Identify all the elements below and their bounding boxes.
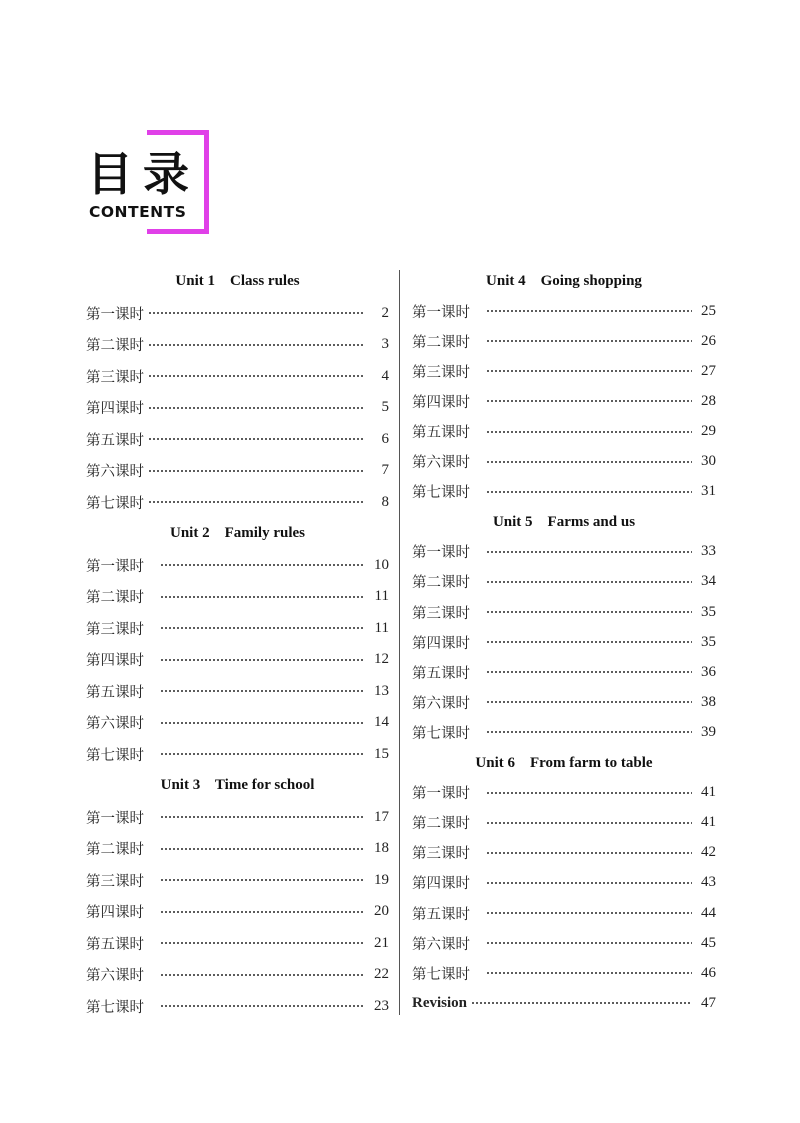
page-number: 42 bbox=[701, 844, 716, 861]
lesson-label: 第六课时 bbox=[412, 936, 470, 953]
page-number: 43 bbox=[701, 874, 716, 891]
column-divider bbox=[399, 270, 400, 1015]
dot-leader bbox=[486, 731, 692, 733]
toc-entry[interactable] bbox=[86, 991, 389, 1023]
toc-entry[interactable] bbox=[86, 928, 389, 960]
toc-entry[interactable] bbox=[86, 865, 389, 897]
dot-leader bbox=[160, 627, 365, 629]
toc-entry[interactable] bbox=[86, 802, 389, 834]
lesson-label: 第二课时 bbox=[86, 590, 144, 607]
page-number: 17 bbox=[374, 808, 389, 825]
page-number: 35 bbox=[701, 633, 716, 650]
lesson-label: 第一课时 bbox=[86, 558, 144, 575]
dot-leader bbox=[486, 551, 692, 553]
unit-title: Unit 2 Family rules bbox=[170, 525, 305, 541]
lesson-label: 第二课时 bbox=[86, 338, 144, 355]
toc-entry[interactable] bbox=[412, 296, 716, 326]
lesson-label: 第六课时 bbox=[86, 716, 144, 733]
lesson-label: 第七课时 bbox=[412, 966, 470, 983]
toc-entry[interactable] bbox=[412, 687, 716, 717]
toc-entry[interactable] bbox=[86, 361, 389, 393]
unit-title: Unit 6 From farm to table bbox=[475, 754, 653, 771]
dot-leader bbox=[486, 370, 692, 372]
page-number: 39 bbox=[701, 723, 716, 740]
dot-leader bbox=[486, 942, 692, 944]
lesson-label: 第三课时 bbox=[412, 605, 470, 622]
unit-title: Unit 1 Class rules bbox=[175, 273, 300, 289]
dot-leader bbox=[148, 470, 365, 472]
lesson-label: 第一课时 bbox=[412, 304, 470, 321]
toc-entry[interactable] bbox=[412, 537, 716, 567]
lesson-label: 第六课时 bbox=[412, 455, 470, 472]
toc-entry-revision[interactable] bbox=[412, 988, 716, 1018]
toc-entry[interactable] bbox=[412, 868, 716, 898]
toc-entry[interactable] bbox=[412, 778, 716, 808]
page-number: 6 bbox=[381, 430, 389, 447]
lesson-label: 第七课时 bbox=[86, 999, 144, 1016]
lesson-label: 第三课时 bbox=[412, 364, 470, 381]
page-number: 5 bbox=[381, 399, 389, 416]
page-number: 20 bbox=[374, 903, 389, 920]
page-number: 46 bbox=[701, 964, 716, 981]
dot-leader bbox=[486, 461, 692, 463]
toc-entry[interactable] bbox=[412, 477, 716, 507]
lesson-label: 第一课时 bbox=[412, 545, 470, 562]
toc-entry[interactable] bbox=[412, 447, 716, 477]
lesson-label: 第六课时 bbox=[86, 464, 144, 481]
dot-leader bbox=[471, 1002, 692, 1004]
toc-entry[interactable] bbox=[86, 550, 389, 582]
dot-leader bbox=[486, 340, 692, 342]
lesson-label: 第三课时 bbox=[412, 846, 470, 863]
lesson-label: 第七课时 bbox=[412, 725, 470, 742]
page-number: 28 bbox=[701, 392, 716, 409]
toc-entry[interactable] bbox=[86, 424, 389, 456]
dot-leader bbox=[486, 972, 692, 974]
page-number: 13 bbox=[374, 682, 389, 699]
contents-title-en: CONTENTS bbox=[89, 203, 187, 221]
page-number: 21 bbox=[374, 934, 389, 951]
dot-leader bbox=[148, 501, 365, 503]
page-number: 10 bbox=[374, 556, 389, 573]
toc-right-column bbox=[412, 266, 716, 1018]
dot-leader bbox=[486, 491, 692, 493]
page-number: 23 bbox=[374, 997, 389, 1014]
dot-leader bbox=[148, 312, 365, 314]
lesson-label: 第四课时 bbox=[412, 876, 470, 893]
toc-entry[interactable] bbox=[86, 644, 389, 676]
dot-leader bbox=[486, 611, 692, 613]
page-number: 7 bbox=[381, 462, 389, 479]
contents-logo bbox=[87, 130, 212, 240]
dot-leader bbox=[160, 722, 365, 724]
dot-leader bbox=[160, 974, 365, 976]
lesson-label: 第五课时 bbox=[412, 665, 470, 682]
lesson-label: 第五课时 bbox=[86, 432, 144, 449]
dot-leader bbox=[160, 564, 365, 566]
lesson-label: 第一课时 bbox=[412, 786, 470, 803]
toc-entry[interactable] bbox=[86, 739, 389, 771]
page-number: 25 bbox=[701, 302, 716, 319]
dot-leader bbox=[486, 641, 692, 643]
page-number: 11 bbox=[374, 588, 389, 605]
lesson-label: 第五课时 bbox=[412, 425, 470, 442]
page-number: 36 bbox=[701, 663, 716, 680]
page-number: 12 bbox=[374, 651, 389, 668]
toc-entry[interactable] bbox=[412, 838, 716, 868]
unit-title: Unit 4 Going shopping bbox=[486, 273, 642, 289]
page-number: 8 bbox=[381, 493, 389, 510]
dot-leader bbox=[160, 1005, 365, 1007]
dot-leader bbox=[148, 407, 365, 409]
toc-entry[interactable] bbox=[86, 455, 389, 487]
lesson-label: 第七课时 bbox=[86, 495, 144, 512]
page-number: 33 bbox=[701, 543, 716, 560]
dot-leader bbox=[160, 911, 365, 913]
page-number: 19 bbox=[374, 871, 389, 888]
lesson-label: 第五课时 bbox=[412, 906, 470, 923]
toc-entry[interactable] bbox=[412, 597, 716, 627]
lesson-label: 第四课时 bbox=[86, 401, 144, 418]
toc-entry[interactable] bbox=[86, 676, 389, 708]
dot-leader bbox=[486, 792, 692, 794]
page-number: 11 bbox=[374, 619, 389, 636]
dot-leader bbox=[486, 310, 692, 312]
lesson-label: 第三课时 bbox=[86, 369, 144, 386]
lesson-label: 第四课时 bbox=[412, 394, 470, 411]
dot-leader bbox=[486, 912, 692, 914]
toc-entry[interactable] bbox=[412, 928, 716, 958]
toc-entry[interactable] bbox=[86, 298, 389, 330]
toc-entry[interactable] bbox=[412, 627, 716, 657]
lesson-label: 第二课时 bbox=[86, 842, 144, 859]
toc-entry[interactable] bbox=[86, 581, 389, 613]
toc-entry[interactable] bbox=[86, 707, 389, 739]
page-number: 44 bbox=[701, 904, 716, 921]
lesson-label: 第七课时 bbox=[86, 747, 144, 764]
lesson-label: 第五课时 bbox=[86, 684, 144, 701]
toc-entry[interactable] bbox=[412, 567, 716, 597]
lesson-label: 第一课时 bbox=[86, 810, 144, 827]
dot-leader bbox=[160, 690, 365, 692]
page-number: 41 bbox=[701, 784, 716, 801]
toc-entry[interactable] bbox=[412, 808, 716, 838]
toc-entry[interactable] bbox=[412, 326, 716, 356]
page-number: 18 bbox=[374, 840, 389, 857]
page-number: 30 bbox=[701, 453, 716, 470]
page-number: 45 bbox=[701, 934, 716, 951]
page-number: 27 bbox=[701, 362, 716, 379]
dot-leader bbox=[486, 431, 692, 433]
toc-entry[interactable] bbox=[86, 392, 389, 424]
toc-left-column bbox=[86, 266, 389, 1022]
lesson-label: 第四课时 bbox=[86, 905, 144, 922]
lesson-label: 第二课时 bbox=[412, 816, 470, 833]
toc-entry[interactable] bbox=[412, 356, 716, 386]
lesson-label: 第三课时 bbox=[86, 873, 144, 890]
dot-leader bbox=[486, 882, 692, 884]
toc-entry[interactable] bbox=[412, 386, 716, 416]
dot-leader bbox=[160, 753, 365, 755]
unit-title: Unit 5 Farms and us bbox=[492, 513, 636, 530]
lesson-label: 第四课时 bbox=[412, 635, 470, 652]
dot-leader bbox=[148, 344, 365, 346]
toc-entry[interactable] bbox=[86, 959, 389, 991]
lesson-label: 第五课时 bbox=[86, 936, 144, 953]
page-number: 35 bbox=[701, 603, 716, 620]
page-number: 3 bbox=[381, 336, 389, 353]
page-number: 29 bbox=[701, 423, 716, 440]
dot-leader bbox=[486, 400, 692, 402]
lesson-label: 第六课时 bbox=[86, 968, 144, 985]
revision-label: Revision bbox=[412, 994, 468, 1011]
dot-leader bbox=[148, 438, 365, 440]
dot-leader bbox=[486, 671, 692, 673]
page-number: 14 bbox=[374, 714, 389, 731]
toc-entry[interactable] bbox=[412, 898, 716, 928]
page-number: 22 bbox=[374, 966, 389, 983]
page-number: 41 bbox=[701, 814, 716, 831]
dot-leader bbox=[160, 596, 365, 598]
toc-entry[interactable] bbox=[412, 958, 716, 988]
toc-entry[interactable] bbox=[86, 329, 389, 361]
lesson-label: 第一课时 bbox=[86, 306, 144, 323]
page-number: 15 bbox=[374, 745, 389, 762]
contents-title-cn: 目录 bbox=[87, 147, 199, 201]
lesson-label: 第四课时 bbox=[86, 653, 144, 670]
page-number: 26 bbox=[701, 332, 716, 349]
page-number: 4 bbox=[381, 367, 389, 384]
lesson-label: 第七课时 bbox=[412, 485, 470, 502]
page-number: 2 bbox=[381, 304, 389, 321]
lesson-label: 第六课时 bbox=[412, 695, 470, 712]
toc-entry[interactable] bbox=[412, 717, 716, 747]
lesson-label: 第三课时 bbox=[86, 621, 144, 638]
dot-leader bbox=[148, 375, 365, 377]
toc-entry[interactable] bbox=[86, 833, 389, 865]
dot-leader bbox=[160, 879, 365, 881]
dot-leader bbox=[160, 942, 365, 944]
lesson-label: 第二课时 bbox=[412, 575, 470, 592]
page-number: 34 bbox=[701, 573, 716, 590]
page-number: 38 bbox=[701, 693, 716, 710]
dot-leader bbox=[486, 822, 692, 824]
page-number: 47 bbox=[701, 994, 716, 1011]
page-number: 31 bbox=[701, 483, 716, 500]
lesson-label: 第二课时 bbox=[412, 334, 470, 351]
dot-leader bbox=[160, 659, 365, 661]
toc-entry[interactable] bbox=[412, 657, 716, 687]
toc-entry[interactable] bbox=[86, 896, 389, 928]
dot-leader bbox=[486, 581, 692, 583]
dot-leader bbox=[486, 852, 692, 854]
dot-leader bbox=[486, 701, 692, 703]
toc-entry[interactable] bbox=[86, 487, 389, 519]
toc-entry[interactable] bbox=[412, 416, 716, 446]
toc-entry[interactable] bbox=[86, 613, 389, 645]
dot-leader bbox=[160, 816, 365, 818]
dot-leader bbox=[160, 848, 365, 850]
unit-title: Unit 3 Time for school bbox=[160, 777, 315, 793]
